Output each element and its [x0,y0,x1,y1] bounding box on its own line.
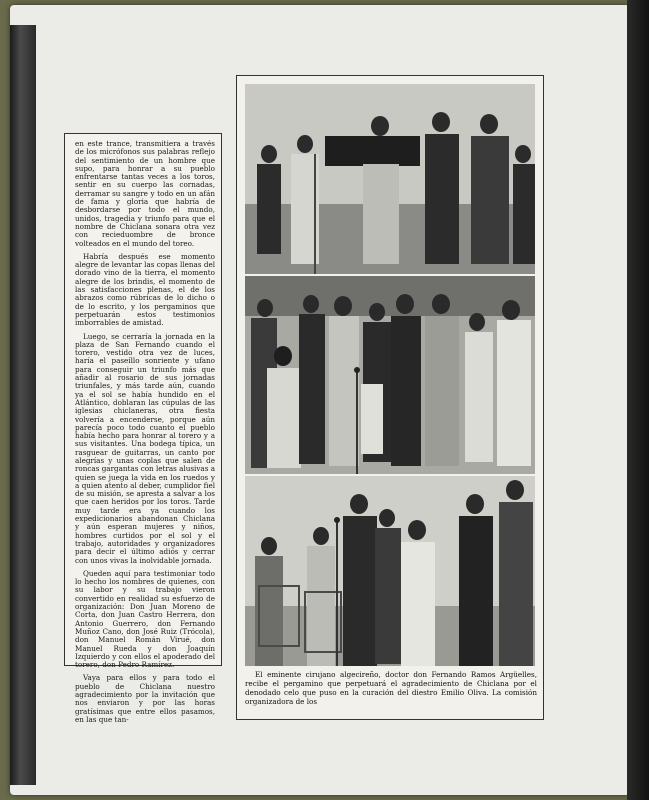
album-right-edge [627,0,649,800]
photo-group-with-microphone [245,476,535,666]
photo-crowd-with-child [245,276,535,474]
article-paragraph: Luego, se cerraría la jornada en la plaza de San Fernando cuando el torero, vestido otra vez de luces, haría el paseíllo sonriente y ufano para conseguir un triunfo más que añadir al rosario de sus jornadas triunfales, y más tarde aún, cuando ya el sol se había hundido en el Atlántico, doblaran las cúpulas de las iglesias chiclaneras, otra fiesta volvería a encenderse, porque aún parecía poco todo cuanto el pueblo había hecho para honrar al torero y a sus visitantes. Una bodega típica, un rasguear de guitarras, un canto por alegrías y unas coplas que salen de roncas gargantas con letras alusivas a quien se juega la vida en los ruedos y a quien atento al deber, cumplidor fiel de su misión, se apresta a salvar a los que caen heridos por los toros. Tarde muy tarde era ya cuando los expedicionarios abandonan Chiclana y aún esperan mujeres y niños, hombres curtidos por el sol y el trabajo, autoridades y organizadores para decir el último adiós y cerrar con unos vivas la inolvidable jornada. [75,331,215,565]
article-paragraph: en este trance, transmitiera a través de los micrófonos sus palabras reflejo del sentimiento de un hombre que supo, para honrar a su pueblo enfrentarse tantas veces a los toros, sentir en su cuerpo las cornadas, derramar su sangre y todo en un afán de fama y gloria que habría de desbordarse por todo el mundo, unidos, tragedia y triunfo para que el nombre de Chiclana sonara otra vez con recieduombre de bronce volteados en el mundo del toreo. [75,139,215,248]
article-paragraph: Habría después ese momento alegre de levantar las copas llenas del dorado vino de la tierra, el momento alegre de los brindis, el momento de las satisfacciones plenas, el de los abrazos como rúbricas de lo dicho o de lo escrito, y los pergaminos que perpetuarán estos testimonios imborrables de amistad. [75,251,215,328]
article-paragraph: Vaya para ellos y para todo el pueblo de Chiclana nuestro agradecimiento por la invitación que nos enviaron y por las horas gratísimas que entre ellos pasamos, en las que tan- [75,673,215,724]
photo-caption: El eminente cirujano algecireño, doctor don Fernando Ramos Argüelles, recibe el pergamino que perpetuará el agradecimiento de Chiclana por el denodado celo que puso en la curación del diestro Emilio Oliva. La comisión organizadora de los [245,670,537,706]
newspaper-text-clipping [64,133,222,724]
article-paragraph: Queden aquí para testimoniar todo lo hecho los nombres de quienes, con su labor y su trabajo vieron convertido en realidad su esfuerzo de organización: Don Juan Moreno de Corta, don Juan Castro Herrera, don Antonio Guerrero, don Fernando Muñoz Cano, don José Ruiz (Trócola), don Manuel Román Virué, don Manuel Rueda y don Joaquín Izquierdo y con ellos el apoderado del torero, don Pedro Ramírez. [75,568,215,670]
album-page [10,5,630,795]
photo-group-on-platform [245,84,535,274]
newspaper-photo-clipping [236,75,544,720]
album-binding [10,25,36,785]
